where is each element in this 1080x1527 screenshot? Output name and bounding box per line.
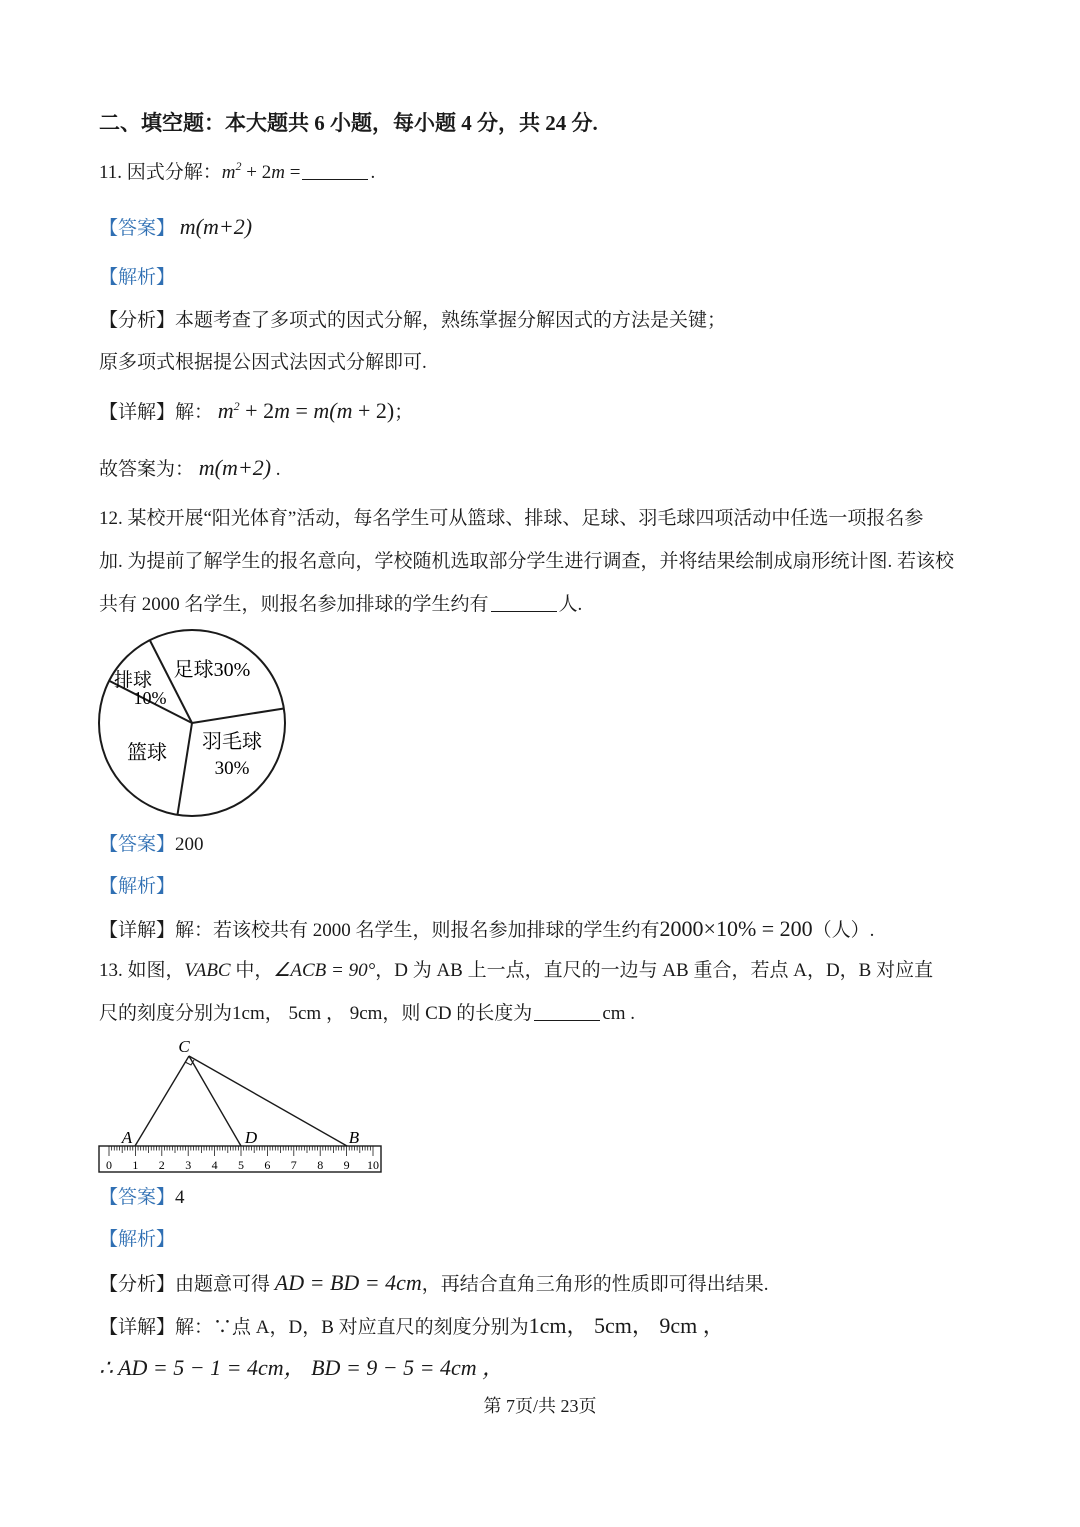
q11-conclusion: 故答案为： m(m+2) . [99, 455, 281, 480]
ruler-number: 9 [343, 1158, 350, 1172]
q12-line2: 加. 为提前了解学生的报名意向，学校随机选取部分学生进行调查，并将结果绘制成扇形统计图. 若该校 [99, 551, 955, 572]
q11-question: 11. 因式分解：$m^2 + 2m$ = . [99, 159, 376, 183]
q11-expression: $m^2 + 2m$ = [221, 159, 301, 183]
ruler-number: 2 [158, 1158, 165, 1172]
q11-answer [99, 214, 252, 242]
q13-detail-marks: 1cm， 5cm， 9cm ， [528, 1313, 725, 1338]
q13-answer-value: 4 [175, 1187, 185, 1208]
segment-cb [189, 1056, 347, 1146]
q11-conclusion-prefix: 故答案为： [99, 459, 195, 480]
q13-fenxi [99, 1270, 769, 1298]
ruler-ticks [109, 1146, 373, 1156]
q11-analysis-tag: 【解析】 [99, 267, 176, 288]
q12-answer-value: 200 [175, 834, 204, 855]
slice-label-basketball: 篮球 [127, 742, 167, 764]
q13-angle: ∠ACB = 90° [273, 960, 376, 981]
q12-answer [99, 832, 204, 858]
q13-line2 [99, 1001, 635, 1027]
q13-analysis-tag: 【解析】 [99, 1229, 176, 1250]
slice-pct-volleyball: 10% [133, 688, 167, 708]
q12-line3 [99, 592, 582, 618]
detail-tag: 【详解】 [99, 1317, 176, 1338]
pie-chart [95, 628, 295, 824]
ruler-number: 6 [264, 1158, 271, 1172]
q13-line1-rest: ，D 为 AB 上一点，直尺的一边与 AB 重合，若点 A，D，B 对应直 [375, 960, 934, 981]
q13-last-line [99, 1355, 504, 1383]
q11-blank [302, 161, 368, 180]
q13-last-math: ∴ AD = 5 − 1 = 4cm， BD = 9 − 5 = 4cm ， [99, 1355, 505, 1380]
q11-fenxi-text2: 原多项式根据提公因式法因式分解即可. [99, 352, 427, 373]
answer-tag: 【答案】 [99, 834, 176, 855]
q13-triangle: VABC [184, 960, 231, 981]
q12-detail-post: （人）. [812, 920, 875, 941]
q13-fenxi-pre: 由题意可得 [175, 1274, 271, 1295]
q12-blank [491, 593, 557, 612]
detail-tag: 【详解】 [99, 920, 176, 941]
q13-line1 [99, 958, 933, 984]
answer-tag: 【答案】 [99, 218, 176, 239]
ruler-number: 1 [132, 1158, 139, 1172]
q11-detail-math: $m^2 + 2m = m(m + 2)$ [217, 398, 395, 423]
q13-answer [99, 1185, 185, 1211]
pie-divider-0 [150, 640, 192, 723]
ruler-number: 5 [238, 1158, 244, 1172]
q13-fenxi-post: ，再结合直角三角形的性质即可得出结果. [421, 1274, 769, 1295]
ruler-number: 10 [367, 1158, 379, 1172]
triangle-ruler-figure [95, 1034, 387, 1178]
pie-divider-2 [177, 723, 192, 815]
q12-analysis-tag: 【解析】 [99, 876, 176, 897]
q13-unit: cm . [602, 1003, 636, 1024]
q13-detail [99, 1313, 725, 1341]
fenxi-tag: 【分析】 [99, 310, 176, 331]
q12-line3-post: 人. [558, 594, 583, 615]
segment-ac [135, 1056, 189, 1146]
point-label-a: A [121, 1128, 133, 1147]
page-footer: 第 7页/共 23页 [483, 1396, 597, 1416]
detail-tag: 【详解】 [99, 402, 176, 423]
segment-cd [189, 1056, 241, 1146]
q13-detail-pre: 解：∵点 A，D，B 对应直尺的刻度分别为 [175, 1317, 529, 1338]
answer-tag: 【答案】 [99, 1187, 176, 1208]
q12-line1: 12. 某校开展“阳光体育”活动，每名学生可从篮球、排球、足球、羽毛球四项活动中任选一项报名参 [99, 508, 924, 529]
q12-detail [99, 916, 874, 944]
q11-fenxi-text: 本题考查了多项式的因式分解，熟练掌握分解因式的方法是关键； [175, 310, 727, 331]
q13-blank [534, 1002, 600, 1021]
section-title: 二、填空题：本大题共 6 小题，每小题 4 分，共 24 分. [99, 111, 598, 135]
slice-pct-badminton: 30% [214, 758, 250, 779]
q11-fenxi [99, 308, 726, 334]
q13-line1-mid: 中， [230, 960, 274, 981]
q11-prefix: 11. 因式分解： [99, 162, 222, 183]
ruler-number: 8 [317, 1158, 324, 1172]
ruler-numbers [106, 1158, 379, 1172]
ruler-number: 3 [185, 1158, 192, 1172]
q13-line1-pre: 13. 如图， [99, 960, 185, 981]
slice-label-badminton: 羽毛球 [202, 731, 262, 753]
q12-detail-math: 2000×10% = 200 [659, 916, 813, 941]
slice-label-volleyball: 排球 [113, 670, 153, 691]
q11-detail-prefix: 解： [175, 402, 214, 423]
point-label-d: D [244, 1128, 258, 1147]
point-label-c: C [178, 1037, 190, 1056]
q11-answer-math: m(m+2) [179, 214, 253, 239]
q11-conclusion-math: m(m+2) [198, 455, 272, 480]
q12-line3-pre: 共有 2000 名学生，则报名参加排球的学生约有 [99, 594, 489, 615]
ruler-number: 7 [290, 1158, 297, 1172]
pie-divider-1 [192, 708, 284, 723]
q13-line2-pre: 尺的刻度分别为 [99, 1003, 233, 1024]
point-label-b: B [348, 1128, 360, 1147]
fenxi-tag: 【分析】 [99, 1274, 176, 1295]
ruler-number: 4 [211, 1158, 218, 1172]
q11-detail: 【详解】解： $m^2 + 2m = m(m + 2)$； [99, 398, 414, 423]
q13-fenxi-math: AD = BD = 4cm [274, 1270, 422, 1295]
q13-marks: 1cm， 5cm ， 9cm [232, 1003, 383, 1024]
q12-detail-pre: 解：若该校共有 2000 名学生，则报名参加排球的学生约有 [175, 920, 660, 941]
ruler-number: 0 [106, 1158, 112, 1172]
q13-line2-mid: ，则 CD 的长度为 [382, 1003, 533, 1024]
slice-label-football: 足球30% [173, 659, 251, 681]
